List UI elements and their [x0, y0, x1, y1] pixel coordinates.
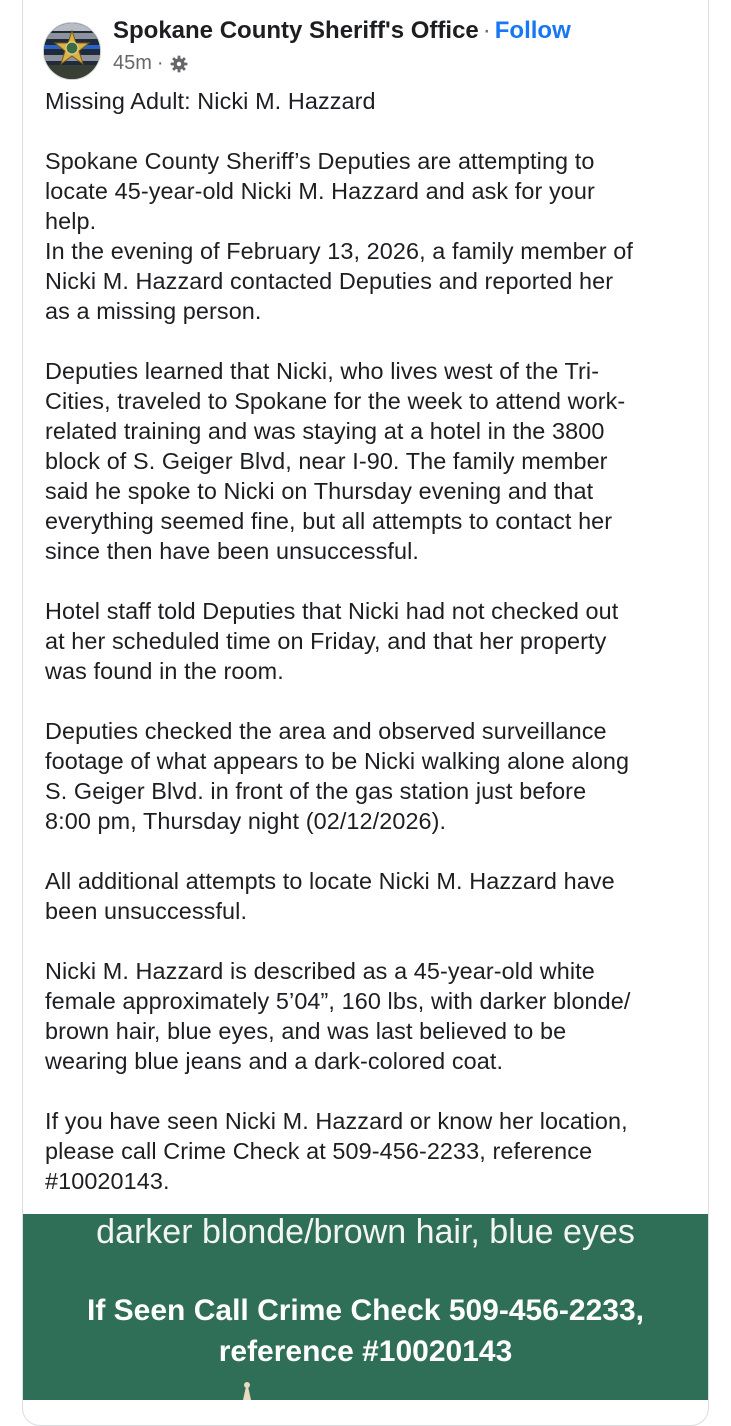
flyer-image[interactable]: [23, 1214, 708, 1400]
post-paragraph: [45, 356, 695, 566]
flyer-call-line-1: If Seen Call Crime Check 509-456-2233,: [87, 1294, 644, 1327]
post-paragraph: [45, 716, 695, 836]
paragraph-line: block of S. Geiger Blvd, near I-90. The family member: [45, 448, 608, 474]
post-paragraph: [45, 866, 695, 926]
paragraph-line: as a missing person.: [45, 298, 262, 324]
paragraph-line: In the evening of February 13, 2026, a family member of: [45, 238, 633, 264]
paragraph-line: locate 45-year-old Nicki M. Hazzard and ask for your: [45, 178, 595, 204]
gear-icon[interactable]: [169, 54, 189, 74]
paragraph-line: wearing blue jeans and a dark-colored coat.: [45, 1048, 504, 1074]
flyer-description: darker blonde/brown hair, blue eyes: [96, 1214, 635, 1251]
paragraph-line: help.: [45, 208, 97, 234]
post-paragraph: [45, 1106, 695, 1196]
name-follow-separator: ·: [482, 17, 491, 44]
post-paragraph: [45, 956, 695, 1076]
sheriff-badge-icon: [44, 23, 100, 79]
post-timestamp[interactable]: 45m: [113, 52, 152, 74]
paragraph-line: said he spoke to Nicki on Thursday evening and that: [45, 478, 594, 504]
meta-separator: ·: [156, 52, 164, 74]
paragraph-line: #10020143.: [45, 1168, 170, 1194]
paragraph-line: footage of what appears to be Nicki walking alone along: [45, 748, 630, 774]
paragraph-line: S. Geiger Blvd. in front of the gas station just before: [45, 778, 587, 804]
post-body: [45, 86, 695, 1226]
post-paragraphs: [45, 146, 695, 1196]
paragraph-line: female approximately 5’04”, 160 lbs, with darker blonde/: [45, 988, 631, 1014]
paragraph-line: related training and was staying at a hotel in the 3800: [45, 418, 605, 444]
paragraph-line: Nicki M. Hazzard contacted Deputies and reported her: [45, 268, 614, 294]
follow-button[interactable]: Follow: [494, 17, 571, 44]
post-title: Missing Adult: Nicki M. Hazzard: [45, 88, 376, 114]
flyer-call-text: [23, 1290, 708, 1372]
paragraph-line: since then have been unsuccessful.: [45, 538, 419, 564]
page-name[interactable]: Spokane County Sheriff's Office: [113, 17, 479, 44]
paragraph-line: 8:00 pm, Thursday night (02/12/2026).: [45, 808, 447, 834]
paragraph-line: was found in the room.: [45, 658, 284, 684]
paragraph-line: been unsuccessful.: [45, 898, 248, 924]
paragraph-line: everything seemed fine, but all attempts to contact her: [45, 508, 613, 534]
paragraph-line: Nicki M. Hazzard is described as a 45-year-old white: [45, 958, 595, 984]
paragraph-line: please call Crime Check at 509-456-2233, reference: [45, 1138, 593, 1164]
paragraph-line: brown hair, blue eyes, and was last believed to be: [45, 1018, 567, 1044]
paragraph-line: Cities, traveled to Spokane for the week to attend work-: [45, 388, 626, 414]
page-name-line: [113, 17, 571, 45]
paragraph-line: Deputies checked the area and observed surveillance: [45, 718, 607, 744]
paragraph-line: Deputies learned that Nicki, who lives west of the Tri-: [45, 358, 600, 384]
flyer-call-line-2: reference #10020143: [218, 1335, 513, 1368]
post-paragraph: [45, 596, 695, 686]
page-avatar[interactable]: [43, 22, 101, 80]
paragraph-line: Spokane County Sheriff’s Deputies are attempting to: [45, 148, 595, 174]
paragraph-line: at her scheduled time on Friday, and that her property: [45, 628, 607, 654]
paragraph-line: Hotel staff told Deputies that Nicki had not checked out: [45, 598, 619, 624]
paragraph-line: All additional attempts to locate Nicki M. Hazzard have: [45, 868, 615, 894]
post-meta: [113, 52, 189, 75]
figure-graphic: [237, 1380, 257, 1400]
paragraph-line: If you have seen Nicki M. Hazzard or know her location,: [45, 1108, 628, 1134]
post-paragraph: [45, 146, 695, 326]
